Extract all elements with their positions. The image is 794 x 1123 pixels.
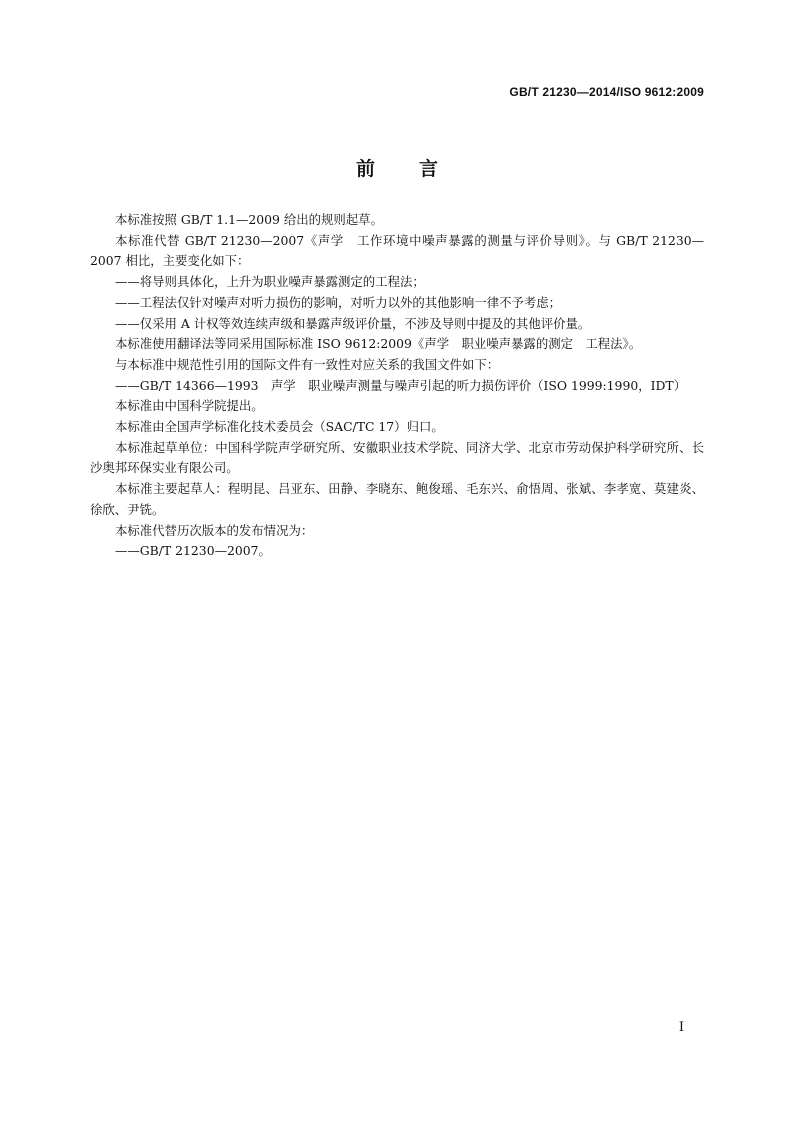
change-item-1: ——将导则具体化，上升为职业噪声暴露测定的工程法； — [115, 274, 425, 290]
change-item-3: ——仅采用 A 计权等效连续声级和暴露声级评价量，不涉及导则中提及的其他评价量。 — [115, 315, 591, 331]
paragraph-replaces: 本标准代替 GB/T 21230—2007《声学 工作环境中噪声暴露的测量与评价导则》。与 GB/T 21230—2007 相比，主要变化如下： — [90, 232, 704, 269]
paragraph-technical-committee: 本标准由全国声学标准化技术委员会（SAC/TC 17）归口。 — [115, 419, 444, 435]
paragraph-drafters: 本标准主要起草人：程明昆、吕亚东、田静、李晓东、鲍俊瑶、毛东兴、俞悟周、张斌、李孝宽、莫建炎、徐欣、尹铣。 — [90, 481, 704, 517]
previous-edition-item: ——GB/T 21230—2007。 — [115, 543, 271, 559]
paragraph-corresponding-documents: 与本标准中规范性引用的国际文件有一致性对应关系的我国文件如下： — [115, 356, 500, 372]
corresponding-document-item: ——GB/T 14366—1993 声学 职业噪声测量与噪声引起的听力损伤评价（ISO 1999:1990，IDT） — [115, 377, 687, 393]
paragraph-proposed-by: 本标准由中国科学院提出。 — [115, 398, 264, 414]
change-item-2: ——工程法仅针对噪声对听力损伤的影响，对听力以外的其他影响一律不予考虑； — [115, 294, 562, 310]
standard-code-header: GB/T 21230—2014/ISO 9612:2009 — [509, 85, 704, 99]
paragraph-translation-method: 本标准使用翻译法等同采用国际标准 ISO 9612:2009《声学 职业噪声暴露的测定 工程法》。 — [115, 336, 642, 352]
paragraph-drafting-organizations: 本标准起草单位：中国科学院声学研究所、安徽职业技术学院、同济大学、北京市劳动保护科学研究所、长沙奥邦环保实业有限公司。 — [90, 439, 704, 476]
foreword-body — [90, 210, 704, 562]
page-number: I — [678, 1020, 684, 1035]
paragraph-previous-editions: 本标准代替历次版本的发布情况为： — [115, 522, 314, 538]
paragraph-drafting-rules: 本标准按照 GB/T 1.1—2009 给出的规则起草。 — [115, 212, 383, 227]
page-title: 前言 — [355, 158, 482, 180]
